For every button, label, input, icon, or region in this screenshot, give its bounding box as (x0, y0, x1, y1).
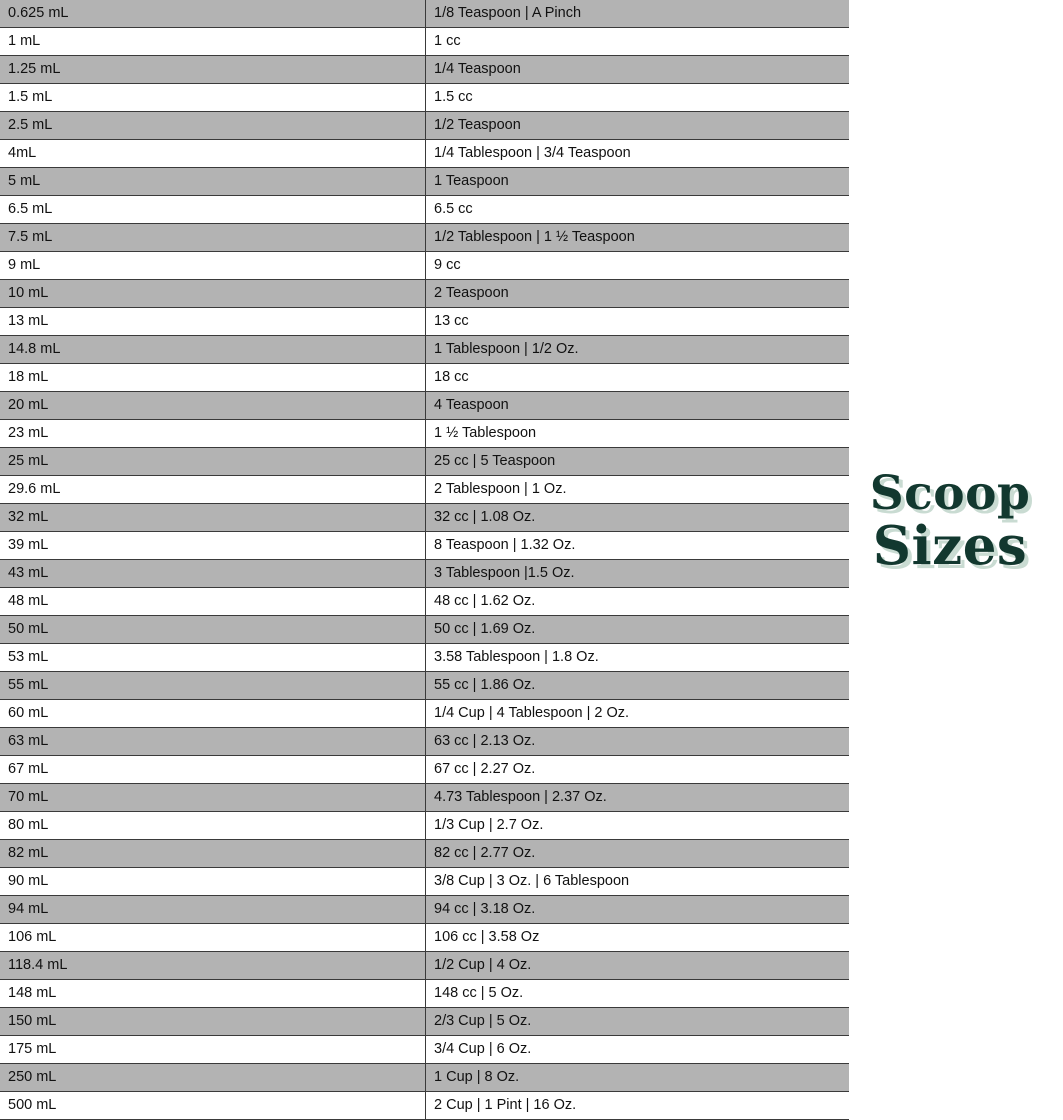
cell-volume: 250 mL (0, 1064, 426, 1092)
cell-equivalent: 2 Cup | 1 Pint | 16 Oz. (426, 1092, 850, 1120)
cell-volume: 60 mL (0, 700, 426, 728)
logo-line-1: Scoop (869, 466, 1031, 521)
cell-volume: 6.5 mL (0, 196, 426, 224)
table-row (0, 56, 849, 84)
table-row (0, 1092, 849, 1120)
table-row (0, 392, 849, 420)
table-row (0, 700, 849, 728)
cell-equivalent: 82 cc | 2.77 Oz. (426, 840, 850, 868)
cell-equivalent: 1/2 Teaspoon (426, 112, 850, 140)
cell-volume: 118.4 mL (0, 952, 426, 980)
cell-volume: 14.8 mL (0, 336, 426, 364)
cell-volume: 23 mL (0, 420, 426, 448)
table-row (0, 364, 849, 392)
cell-equivalent: 67 cc | 2.27 Oz. (426, 756, 850, 784)
cell-equivalent: 1/2 Cup | 4 Oz. (426, 952, 850, 980)
cell-volume: 1.5 mL (0, 84, 426, 112)
cell-volume: 63 mL (0, 728, 426, 756)
table-row (0, 840, 849, 868)
cell-volume: 2.5 mL (0, 112, 426, 140)
cell-equivalent: 1 cc (426, 28, 850, 56)
table-row (0, 224, 849, 252)
cell-equivalent: 1/4 Cup | 4 Tablespoon | 2 Oz. (426, 700, 850, 728)
cell-equivalent: 63 cc | 2.13 Oz. (426, 728, 850, 756)
cell-volume: 39 mL (0, 532, 426, 560)
table-row (0, 420, 849, 448)
table-row (0, 28, 849, 56)
table-row (0, 672, 849, 700)
cell-equivalent: 1/8 Teaspoon | A Pinch (426, 0, 850, 28)
cell-volume: 50 mL (0, 616, 426, 644)
cell-equivalent: 25 cc | 5 Teaspoon (426, 448, 850, 476)
cell-equivalent: 6.5 cc (426, 196, 850, 224)
cell-equivalent: 1 Tablespoon | 1/2 Oz. (426, 336, 850, 364)
table-row (0, 868, 849, 896)
cell-volume: 500 mL (0, 1092, 426, 1120)
cell-volume: 20 mL (0, 392, 426, 420)
cell-volume: 0.625 mL (0, 0, 426, 28)
cell-equivalent: 1 ½ Tablespoon (426, 420, 850, 448)
cell-volume: 10 mL (0, 280, 426, 308)
logo-line-2: Sizes (872, 515, 1028, 577)
table-row (0, 280, 849, 308)
cell-equivalent: 2 Teaspoon (426, 280, 850, 308)
table-row (0, 616, 849, 644)
cell-equivalent: 148 cc | 5 Oz. (426, 980, 850, 1008)
cell-equivalent: 1 Cup | 8 Oz. (426, 1064, 850, 1092)
cell-volume: 67 mL (0, 756, 426, 784)
cell-volume: 150 mL (0, 1008, 426, 1036)
cell-volume: 5 mL (0, 168, 426, 196)
cell-volume: 9 mL (0, 252, 426, 280)
cell-volume: 53 mL (0, 644, 426, 672)
cell-volume: 32 mL (0, 504, 426, 532)
table-row (0, 504, 849, 532)
cell-equivalent: 106 cc | 3.58 Oz (426, 924, 850, 952)
table-row (0, 112, 849, 140)
cell-equivalent: 3/4 Cup | 6 Oz. (426, 1036, 850, 1064)
table-row (0, 532, 849, 560)
cell-volume: 7.5 mL (0, 224, 426, 252)
cell-volume: 48 mL (0, 588, 426, 616)
table-row (0, 728, 849, 756)
cell-equivalent: 8 Teaspoon | 1.32 Oz. (426, 532, 850, 560)
cell-equivalent: 1.5 cc (426, 84, 850, 112)
cell-equivalent: 50 cc | 1.69 Oz. (426, 616, 850, 644)
scoop-sizes-logo (845, 466, 1055, 577)
cell-equivalent: 1/4 Tablespoon | 3/4 Teaspoon (426, 140, 850, 168)
cell-equivalent: 3 Tablespoon |1.5 Oz. (426, 560, 850, 588)
table-row (0, 140, 849, 168)
cell-equivalent: 18 cc (426, 364, 850, 392)
cell-volume: 1.25 mL (0, 56, 426, 84)
cell-equivalent: 1/2 Tablespoon | 1 ½ Teaspoon (426, 224, 850, 252)
table-row (0, 0, 849, 28)
table-row (0, 448, 849, 476)
cell-volume: 4mL (0, 140, 426, 168)
cell-volume: 13 mL (0, 308, 426, 336)
table-row (0, 1008, 849, 1036)
cell-volume: 175 mL (0, 1036, 426, 1064)
cell-equivalent: 1/4 Teaspoon (426, 56, 850, 84)
cell-equivalent: 13 cc (426, 308, 850, 336)
table-row (0, 84, 849, 112)
cell-equivalent: 1 Teaspoon (426, 168, 850, 196)
table-row (0, 308, 849, 336)
table-row (0, 168, 849, 196)
cell-equivalent: 3.58 Tablespoon | 1.8 Oz. (426, 644, 850, 672)
table-row (0, 336, 849, 364)
cell-volume: 90 mL (0, 868, 426, 896)
table-row (0, 952, 849, 980)
table-row (0, 924, 849, 952)
cell-equivalent: 9 cc (426, 252, 850, 280)
table-row (0, 896, 849, 924)
table-row (0, 980, 849, 1008)
cell-volume: 18 mL (0, 364, 426, 392)
cell-equivalent: 3/8 Cup | 3 Oz. | 6 Tablespoon (426, 868, 850, 896)
cell-volume: 148 mL (0, 980, 426, 1008)
cell-equivalent: 4.73 Tablespoon | 2.37 Oz. (426, 784, 850, 812)
cell-equivalent: 1/3 Cup | 2.7 Oz. (426, 812, 850, 840)
table-row (0, 560, 849, 588)
cell-volume: 80 mL (0, 812, 426, 840)
table-row (0, 1064, 849, 1092)
table-row (0, 1036, 849, 1064)
cell-volume: 70 mL (0, 784, 426, 812)
cell-equivalent: 94 cc | 3.18 Oz. (426, 896, 850, 924)
cell-volume: 82 mL (0, 840, 426, 868)
cell-volume: 25 mL (0, 448, 426, 476)
cell-equivalent: 55 cc | 1.86 Oz. (426, 672, 850, 700)
cell-volume: 94 mL (0, 896, 426, 924)
table-row (0, 196, 849, 224)
table-row (0, 784, 849, 812)
cell-volume: 43 mL (0, 560, 426, 588)
cell-equivalent: 32 cc | 1.08 Oz. (426, 504, 850, 532)
table-row (0, 644, 849, 672)
table-row (0, 476, 849, 504)
table-row (0, 588, 849, 616)
cell-volume: 1 mL (0, 28, 426, 56)
cell-equivalent: 48 cc | 1.62 Oz. (426, 588, 850, 616)
cell-equivalent: 2 Tablespoon | 1 Oz. (426, 476, 850, 504)
cell-volume: 29.6 mL (0, 476, 426, 504)
cell-volume: 55 mL (0, 672, 426, 700)
cell-equivalent: 2/3 Cup | 5 Oz. (426, 1008, 850, 1036)
table-row (0, 812, 849, 840)
cell-equivalent: 4 Teaspoon (426, 392, 850, 420)
cell-volume: 106 mL (0, 924, 426, 952)
table-row (0, 756, 849, 784)
table-row (0, 252, 849, 280)
